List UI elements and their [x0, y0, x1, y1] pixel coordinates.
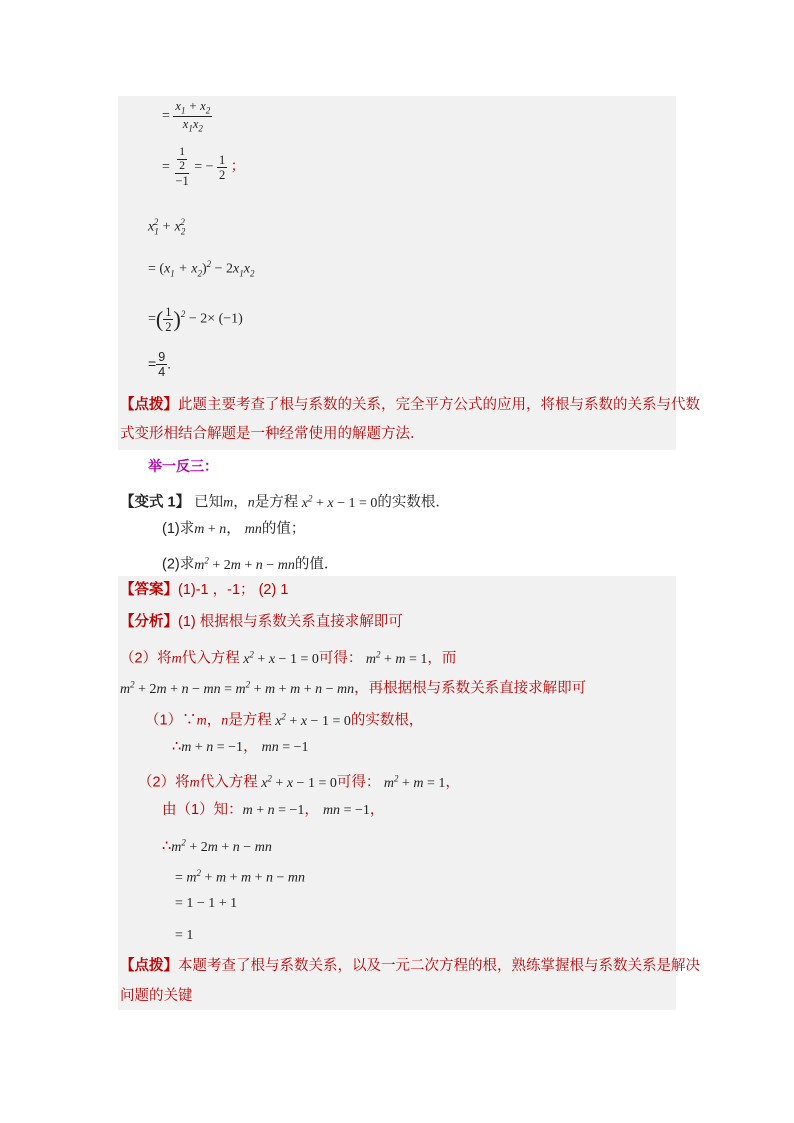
formula-line-2: = $\frac{\frac{1}{2}}{-1}$ = − $\frac{1}{2}$ ；: [162, 146, 245, 189]
tip2-tag: 【点拨】: [120, 958, 178, 974]
half-numerator: 1: [165, 304, 172, 319]
s2a: ∴: [172, 739, 182, 755]
s1c: 的实数根，: [350, 712, 424, 729]
variant-question: 【变式 1】 已知m，n是方程 $x^2 + x - 1 = 0$的实数根．: [120, 493, 450, 511]
equals-sign: =: [148, 355, 157, 372]
question-1: (1)求m + n， mn的值；: [162, 521, 306, 537]
minus-two: − 2: [185, 311, 208, 327]
semicolon: ；: [230, 159, 245, 175]
analysis-tag: 【分析】: [120, 614, 178, 630]
analysis-2b: 代入方程: [181, 650, 240, 667]
q2-text-a: (2)求: [162, 556, 195, 573]
minus-sign: = −: [194, 159, 214, 175]
final-numerator: 9: [158, 350, 166, 364]
tip-line-2: 式变形相结合解题是一种经常使用的解题方法．: [120, 426, 425, 442]
s3d: ，: [445, 774, 460, 791]
q1-text-b: ，: [226, 521, 241, 537]
s5a: ∴: [162, 838, 172, 855]
formula-line-6: [148, 350, 171, 380]
s1b: 是方程: [228, 712, 272, 729]
solution-line-7: = 1 − 1 + 1: [175, 896, 238, 911]
variant-text-a: 已知: [190, 494, 224, 511]
s4b: ，: [304, 802, 319, 818]
answer-text: (1)-1 ，-1； (2) 1: [178, 582, 289, 598]
tip-line-1: 此题主要考查了根与系数的关系，完全平方公式的应用，将根与系数的关系与代数: [178, 397, 700, 413]
tip2-line-2: 问题的关键: [120, 988, 193, 1004]
solution-line-1: （1）∵m，n是方程 $x^2 + x - 1 = 0$的实数根，: [145, 711, 424, 729]
s3a: （2）将: [138, 774, 190, 791]
question-2: (2)求$m^2 + 2m + n$ − mn的值．: [162, 555, 339, 573]
formula-line-4: = $(x_1 + x_2)^2 - 2x_1x_2$: [148, 259, 255, 279]
tip-paragraph-1: [120, 395, 700, 415]
s4a: 由（1）知：: [162, 802, 243, 818]
formula-line-3: $x_1^2 + x_2^2$: [148, 217, 186, 237]
section-title: 举一反三：: [148, 458, 218, 474]
analysis-line-3: $m^2 + 2m + n$ − mn = $m^2 + m + m + n$ − mn，再根据根与系数关系直接求解即可: [120, 679, 587, 697]
s3b: 代入方程: [199, 774, 258, 791]
solution-line-6: = $m^2 + m + m + n$ − mn: [175, 868, 306, 886]
analysis-2c: 可得：: [318, 650, 363, 667]
tip-tag: 【点拨】: [120, 397, 178, 413]
final-denominator: 4: [158, 365, 166, 380]
final-period: .: [167, 355, 172, 372]
s3c: 可得：: [336, 774, 381, 791]
q1-text-c: 的值；: [261, 521, 306, 537]
formula-line-1: = $\frac{x_1 + x_2}{x_1x_2}$: [162, 99, 211, 134]
s4c: ，: [369, 802, 385, 818]
solution-line-4: 由（1）知：m + n = −1， mn = −1，: [162, 802, 385, 818]
analysis-2a: （2）将: [120, 650, 172, 667]
variant-tag: 【变式 1】: [120, 494, 191, 511]
q1-text-a: (1)求: [162, 521, 195, 537]
solution-line-8: = 1: [175, 928, 194, 943]
q2-text-b: 的值．: [294, 556, 339, 573]
analysis-text-1: (1) 根据根与系数关系直接求解即可: [178, 614, 403, 630]
half-denominator: 2: [165, 319, 172, 334]
tip2-line-1: 本题考查了根与系数关系，以及一元二次方程的根，熟练掌握根与系数关系是解决: [178, 958, 700, 974]
solution-line-5: $\therefore m^2 + 2m + n$ − mn: [162, 837, 272, 855]
analysis-3b: ，再根据根与系数关系直接求解即可: [354, 680, 587, 697]
answer-line: [120, 580, 288, 600]
answer-tag: 【答案】: [120, 582, 178, 598]
solution-line-3: （2）将m代入方程 $x^2 + x - 1 = 0$可得： $m^2 + m = 1$，: [138, 773, 460, 791]
variant-text-c: 的实数根．: [377, 494, 450, 511]
s1a: （1）∵: [145, 712, 197, 729]
variant-text-b: 是方程: [254, 494, 299, 511]
solution-line-2: ∴m + n = −1， mn = −1: [172, 739, 309, 755]
formula-line-5: =( $\frac{1}{2}$ )$^2$ − 2× (−1): [148, 304, 243, 334]
analysis-2d: ，而: [427, 650, 457, 667]
tip-paragraph-2: [120, 956, 700, 976]
times-neg-one: × (−1): [207, 311, 243, 327]
analysis-line-1: [120, 612, 403, 632]
analysis-line-2: （2）将m代入方程 $x^2 + x - 1 = 0$可得： $m^2 + m = 1$，而: [120, 649, 457, 667]
